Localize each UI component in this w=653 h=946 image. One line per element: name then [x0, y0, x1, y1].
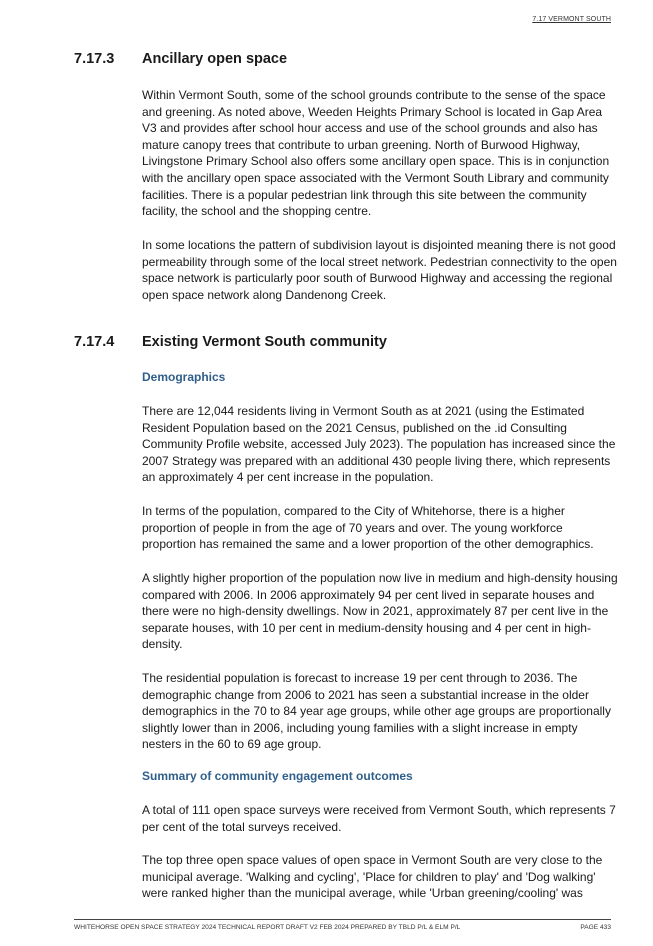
paragraph-open-space-values: The top three open space values of open space in Vermont South are very close to the municipal average. 'Walking and cycling', 'Place for children to play' and 'Dog walking' were ranked higher than the municipal average, while 'Urban greening/cooling' was	[142, 853, 603, 901]
subheading-engagement-outcomes: Summary of community engagement outcomes	[142, 769, 413, 783]
subheading-demographics: Demographics	[142, 370, 226, 384]
section-title: Ancillary open space	[142, 51, 288, 67]
section-heading-existing-community	[74, 334, 387, 350]
section-heading-ancillary-open-space	[74, 51, 287, 67]
paragraph-school-grounds: Within Vermont South, some of the school grounds contribute to the sense of the space and greening. As noted above, Weeden Heights Primary School is located in Gap Area V3 and provides after school hour access and use of the school grounds and also has mature canopy trees that contribute to urban greening. North of Burwood Highway, Livingstone Primary School also offers some ancillary open space. This is in conjunction with the ancillary open space associated with the Vermont South Library and community facilities. There is a popular pedestrian link through this site between the community facility, the school and the shopping centre.	[142, 88, 610, 219]
paragraph-residents-2021: There are 12,044 residents living in Vermont South as at 2021 (using the Estimated Resident Population based on the 2021 Census, published on the .id Consulting Community Profile website, accessed July 2023). The population has increased since the 2007 Strategy was prepared with an additional 430 people living there, which represents an approximately 4 per cent increase in the population.	[142, 404, 616, 485]
section-number: 7.17.3	[74, 51, 115, 67]
paragraph-population-forecast: The residential population is forecast to increase 19 per cent through to 2036. The demographic change from 2006 to 2021 has seen a substantial increase in the older demographics in the 70 to 84 year age groups, while other age groups are proportionally slightly lower than in 2006, including young families with a slight increase in empty nesters in the 60 to 69 age group.	[142, 671, 611, 752]
paragraph-subdivision-permeability: In some locations the pattern of subdivision layout is disjointed meaning there is not good permeability through some of the local street network. Pedestrian connectivity to the open space network is particularly poor south of Burwood Highway and accessing the regional open space network along Dandenong Creek.	[142, 238, 617, 302]
footer-divider	[74, 919, 611, 920]
paragraph-surveys-received: A total of 111 open space surveys were received from Vermont South, which represents 7 per cent of the total surveys received.	[142, 803, 616, 834]
paragraph-population-comparison: In terms of the population, compared to the City of Whitehorse, there is a higher proportion of people in from the age of 70 years and over. The young workforce proportion has remained the same and a lower proportion of the other demographics.	[142, 504, 594, 552]
footer-document-info: WHITEHORSE OPEN SPACE STRATEGY 2024 TECHNICAL REPORT DRAFT V2 FEB 2024 PREPARED BY TBLD P/L & ELM P/L	[74, 924, 461, 931]
page-number: PAGE 433	[580, 924, 611, 931]
paragraph-housing-density: A slightly higher proportion of the population now live in medium and high-density housing compared with 2006. In 2006 approximately 94 per cent lived in separate houses and there were no high-density dwellings. Now in 2021, approximately 87 per cent live in the separate houses, with 10 per cent in medium-density housing and 4 per cent in high-density.	[142, 571, 618, 652]
section-number: 7.17.4	[74, 334, 115, 350]
section-title: Existing Vermont South community	[142, 334, 387, 350]
running-header: 7.17 VERMONT SOUTH	[532, 16, 611, 23]
